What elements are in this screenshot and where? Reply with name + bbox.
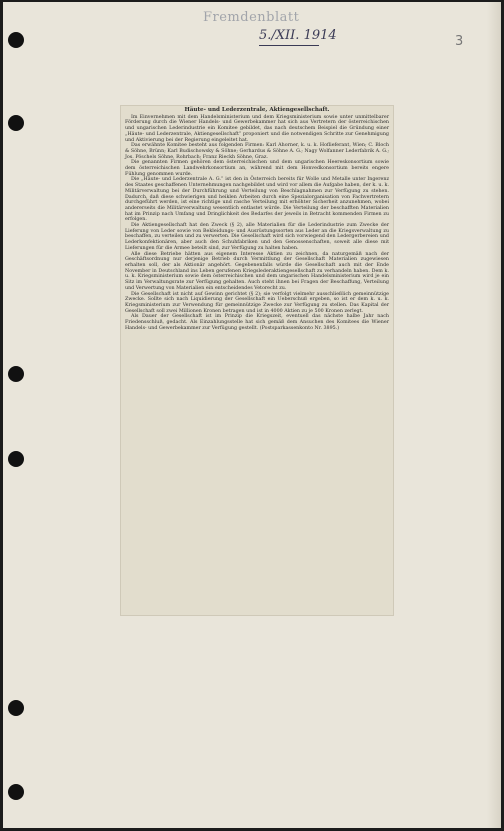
- clipping-title: Häute- und Lederzentrale, Aktiengesellschaft.: [184, 107, 330, 113]
- newspaper-stamp: Fremdenblatt: [203, 10, 300, 25]
- punch-hole: [8, 451, 24, 467]
- punch-hole: [8, 115, 24, 131]
- handwritten-date: 5./XII. 1914: [259, 28, 337, 43]
- clipping-paragraph: Die genannten Firmen gehören dem österreichischen und dem ungarischen Heereskonsortium sowie dem österreichischen Landwehrkonsortium an, während mit dem Honvedkonsortium bereits engere Fühlung genommen wurde.: [125, 160, 389, 177]
- punch-hole: [8, 366, 24, 382]
- punch-hole: [8, 784, 24, 800]
- punch-hole: [8, 32, 24, 48]
- page-edge-shadow: [487, 2, 501, 828]
- clipping-paragraph: Die Gesellschaft ist nicht auf Gewinn gerichtet (§ 2); sie verfolgt vielmehr ausschließlich gemeinnützige Zwecke. Sollte sich nach Liquidierung der Gesellschaft ein Ueberschuß ergeben, so ist er dem k. u. k. Kriegsministerium zur Verwendung für gemeinnützige Zwecke zur Verfügung zu stellen. Das Kapital der Gesellschaft soll zwei Millionen Kronen betragen und ist in 4000 Aktien zu je 500 Kronen zerlegt.: [125, 291, 389, 314]
- clipping-paragraph: Die Aktiengesellschaft hat den Zweck (§ 2), alle Materialien für die Lederindustrie zum Zwecke der Lieferung von Leder sowie von Bekleidungs- und Ausrüstungssorten aus Leder an die Kriegsverwaltung zu beschaffen, zu verteilen und zu verwerten. Die Gesellschaft wird sich vorwiegend den Ledergerbereien und Lederkonfektionären, aber auch den Schuhfabriken und den Genossenschaften, soweit alle diese mit Lieferungen für die Armee beteilt sind, zur Verfügung zu halten haben.: [125, 223, 389, 251]
- clipping-paragraph: Im Einvernehmen mit dem Handelsministerium und dem Kriegsministerium sowie unter unmittelbarer Förderung durch die Wiener Handels- und Gewerbekammer hat sich aus Vertretern der österreichischen und ungarischen Lederindustrie ein Komitee gebildet, das nach deutschem Beispiel die Gründung einer „Häute- und Lederzentrale, Aktiengesellschaft“ proponiert und die notwendigen Schritte zur Genehmigung und Aktivierung bei der Regierung eingeleitet hat.: [125, 114, 389, 143]
- clipping-paragraph: Alle diese Betriebe hätten aus eigenem Interesse Aktien zu zeichnen, da naturgemäß nach der Geschäftsordnung nur derjenige Betrieb durch Vermittlung der Gesellschaft Materialien zugewiesen erhalten soll, der als Aktionär angehört. Gegebenenfalls würde die Gesellschaft auch mit der Ende November in Deutschland ins Leben gerufenen Kriegslederaktiengesellschaft zu verhandeln haben. Dem k. u. k. Kriegsministerium sowie dem österreichischen und dem ungarischen Handelsministerium wird je ein Sitz im Verwaltungsrate zur Verfügung gehalten. Auch steht ihnen bei Fragen der Beschaffung, Verteilung und Verwertung von Materialien ein entscheidendes Vetorecht zu.: [125, 251, 389, 291]
- archive-page: [3, 2, 501, 828]
- clipping-paragraph: Die „Häute- und Lederzentrale A. G.“ ist den in Österreich bereits für Wolle und Metalle unter Ingerenz des Staates geschaffenen Unternehmungen nachgebildet und wird vor allem die Aufgabe haben, der k. u. k. Militärverwaltung bei der Durchführung und Verteilung von Beschlagnahmen zur Verfügung zu stehen. Dadurch, daß diese schwierigen und heiklen Arbeiten durch eine Spezialorganisation von Fachvertretern durchgeführt werden, ist eine richtige und rasche Verteilung mit erhöhter Sicherheit anzunehmen, wobei andererseits die Militärverwaltung wesentlich entlastet würde. Die Verteilung der beschafften Materialien hat im Prinzip nach Umfang und Dringlichkeit des Bedarfes der jeweils in Betracht kommenden Firmen zu erfolgen.: [125, 177, 389, 223]
- page-number: 3: [455, 34, 464, 49]
- clipping-paragraph: Das erwähnte Komitee besteht aus folgenden Firmen: Karl Ahorner, k. u. k. Hoflieferant, Wien; C. Bloch & Söhne, Brünn; Karl Budischowsky & Söhne; Gerhardus & Söhne A. G.; Nagy Wolfanner Lederfabrik A. G.; Jos. Pöschels Söhne, Rohrbach; Franz Rieckh Söhne, Graz.: [125, 143, 389, 160]
- date-underline: [259, 45, 319, 46]
- clipping-paragraph: Als Dauer der Gesellschaft ist im Prinzip die Kriegszeit, eventuell das nächste halbe Jahr nach Friedensschluß, gedacht. Als Einzahlungsstelle hat sich gemäß dem Ansuchen des Komitees die Wiener Handels- und Gewerbekammer zur Verfügung gestellt. (Postsparkassenkonto Nr. 3895.): [125, 314, 389, 331]
- punch-hole: [8, 700, 24, 716]
- clipping-text: [125, 108, 389, 331]
- newspaper-clipping: [121, 106, 393, 615]
